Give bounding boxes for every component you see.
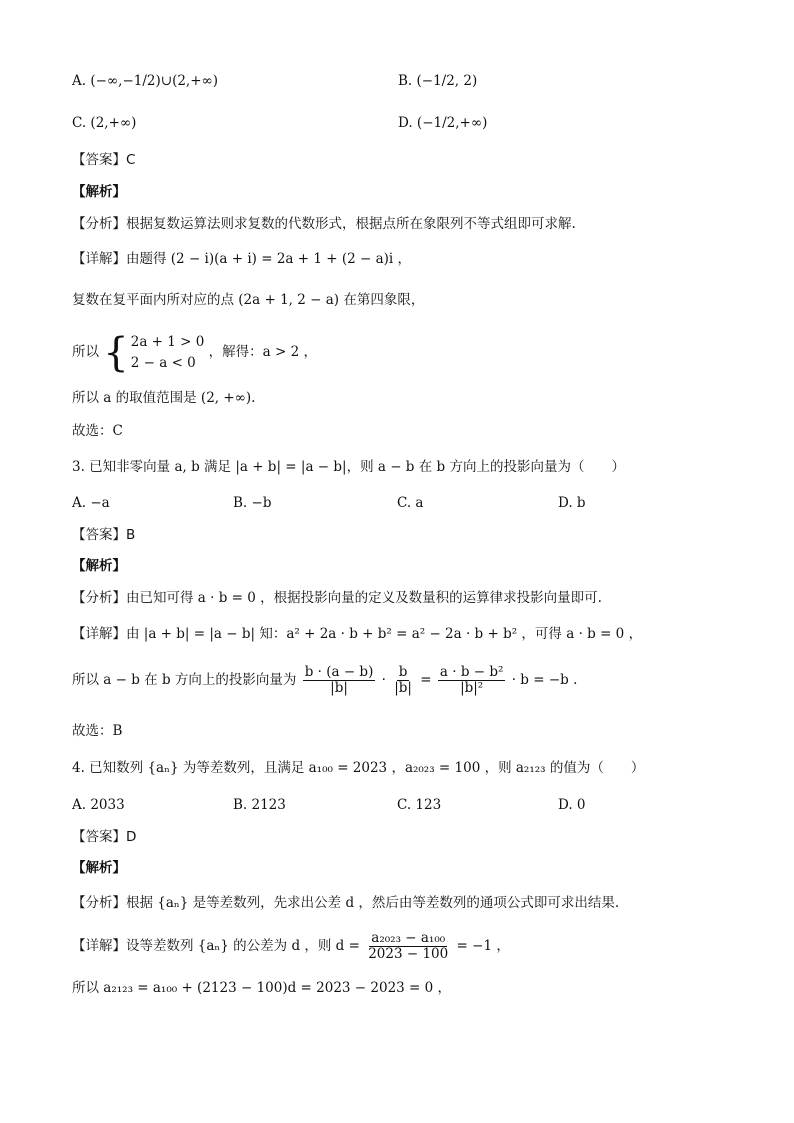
- q3-fenxi: 【分析】由已知可得 a · b = 0 ，根据投影向量的定义及数量积的运算律求投影向量即可.: [72, 590, 602, 606]
- q2-option-c: C. (2,+∞): [72, 115, 137, 131]
- q2-xiangjie: 【详解】由题得 (2 − i)(a + i) = 2a + 1 + (2 − a)i ，: [72, 251, 412, 267]
- q3-option-d: D. b: [558, 495, 586, 511]
- q3-option-b: B. −b: [233, 495, 272, 511]
- q2-solution-result: ，解得：a > 2 ，: [208, 344, 317, 360]
- q4-answer: 【答案】D: [72, 829, 137, 845]
- q4-option-d: D. 0: [558, 797, 586, 813]
- q3-proj-tail: · b = −b .: [511, 672, 578, 688]
- q3-projection-line: 所以 a − b 在 b 方向上的投影向量为 $\frac{b \cdot (a - b)}{|b|}$ · $\frac{b}{|b|}$ = $\frac{\text{a · b − b²}}{\text{|b|²}}$ · b = −b .: [72, 664, 578, 696]
- q3-stem: 3. 已知非零向量 a, b 满足 |a + b| = |a − b|，则 a − b 在 b 方向上的投影向量为（ ）: [72, 459, 625, 475]
- q4-xiangjie-tail: = −1 ，: [456, 938, 510, 954]
- q2-point-quadrant: 复数在复平面内所对应的点 (2a + 1, 2 − a) 在第四象限，: [72, 292, 425, 308]
- inequality-1: 2a + 1 > 0: [130, 333, 205, 350]
- q4-stem: 4. 已知数列 {aₙ} 为等差数列，且满足 a₁₀₀ = 2023 ，a₂₀₂₃ = 100 ，则 a₂₁₂₃ 的值为（ ）: [72, 760, 645, 776]
- projection-fraction-3: $\frac{\text{a · b − b²}}{\text{|b|²}}$: [439, 664, 504, 696]
- q2-option-d: D. (−1/2,+∞): [398, 115, 488, 131]
- q3-choose: 故选：B: [72, 723, 123, 739]
- q4-option-b: B. 2123: [233, 797, 286, 813]
- q4-analysis-heading: 【解析】: [72, 860, 126, 876]
- q2-range: 所以 a 的取值范围是 (2, +∞).: [72, 390, 256, 406]
- q2-answer: 【答案】C: [72, 152, 136, 168]
- q2-choose: 故选：C: [72, 423, 123, 439]
- q2-system-line: [72, 330, 317, 374]
- q3-option-a: A. −a: [72, 495, 110, 511]
- q2-analysis-heading: 【解析】: [72, 184, 126, 200]
- common-difference-fraction: $\frac{\text{a₂₀₂₃ − a₁₀₀}}{2023 - 100}$: [368, 930, 449, 962]
- inequality-2: 2 − a < 0: [130, 354, 196, 371]
- q3-option-c: C. a: [397, 495, 424, 511]
- q3-answer: 【答案】B: [72, 527, 136, 543]
- left-brace-icon: {: [103, 329, 129, 376]
- q3-proj-prefix: 所以 a − b 在 b 方向上的投影向量为: [72, 672, 297, 688]
- projection-fraction-2: $\frac{b}{|b|}$: [394, 664, 412, 696]
- q3-analysis-heading: 【解析】: [72, 558, 126, 574]
- q2-fenxi: 【分析】根据复数运算法则求复数的代数形式，根据点所在象限列不等式组即可求解.: [72, 216, 576, 232]
- q2-option-a: A. (−∞,−1/2)∪(2,+∞): [72, 73, 219, 89]
- q2-option-b: B. (−1/2, 2): [398, 73, 478, 89]
- q3-xiangjie: 【详解】由 |a + b| = |a − b| 知：a² + 2a · b + b² = a² − 2a · b + b² ，可得 a · b = 0 ，: [72, 626, 643, 642]
- inequality-system: [103, 329, 205, 376]
- q4-final: 所以 a₂₁₂₃ = a₁₀₀ + (2123 − 100)d = 2023 − 2023 = 0 ，: [72, 980, 452, 996]
- q4-option-c: C. 123: [397, 797, 442, 813]
- projection-fraction-1: $\frac{b \cdot (a - b)}{|b|}$: [304, 664, 374, 696]
- q4-xiangjie-line: [72, 928, 510, 968]
- q4-option-a: A. 2033: [72, 797, 125, 813]
- q2-suoyi-prefix: 所以: [72, 344, 99, 360]
- q4-fenxi: 【分析】根据 {aₙ} 是等差数列，先求出公差 d ，然后由等差数列的通项公式即可求出结果.: [72, 895, 620, 911]
- q4-xiangjie-prefix: 【详解】设等差数列 {aₙ} 的公差为 d ，则 d =: [72, 938, 360, 954]
